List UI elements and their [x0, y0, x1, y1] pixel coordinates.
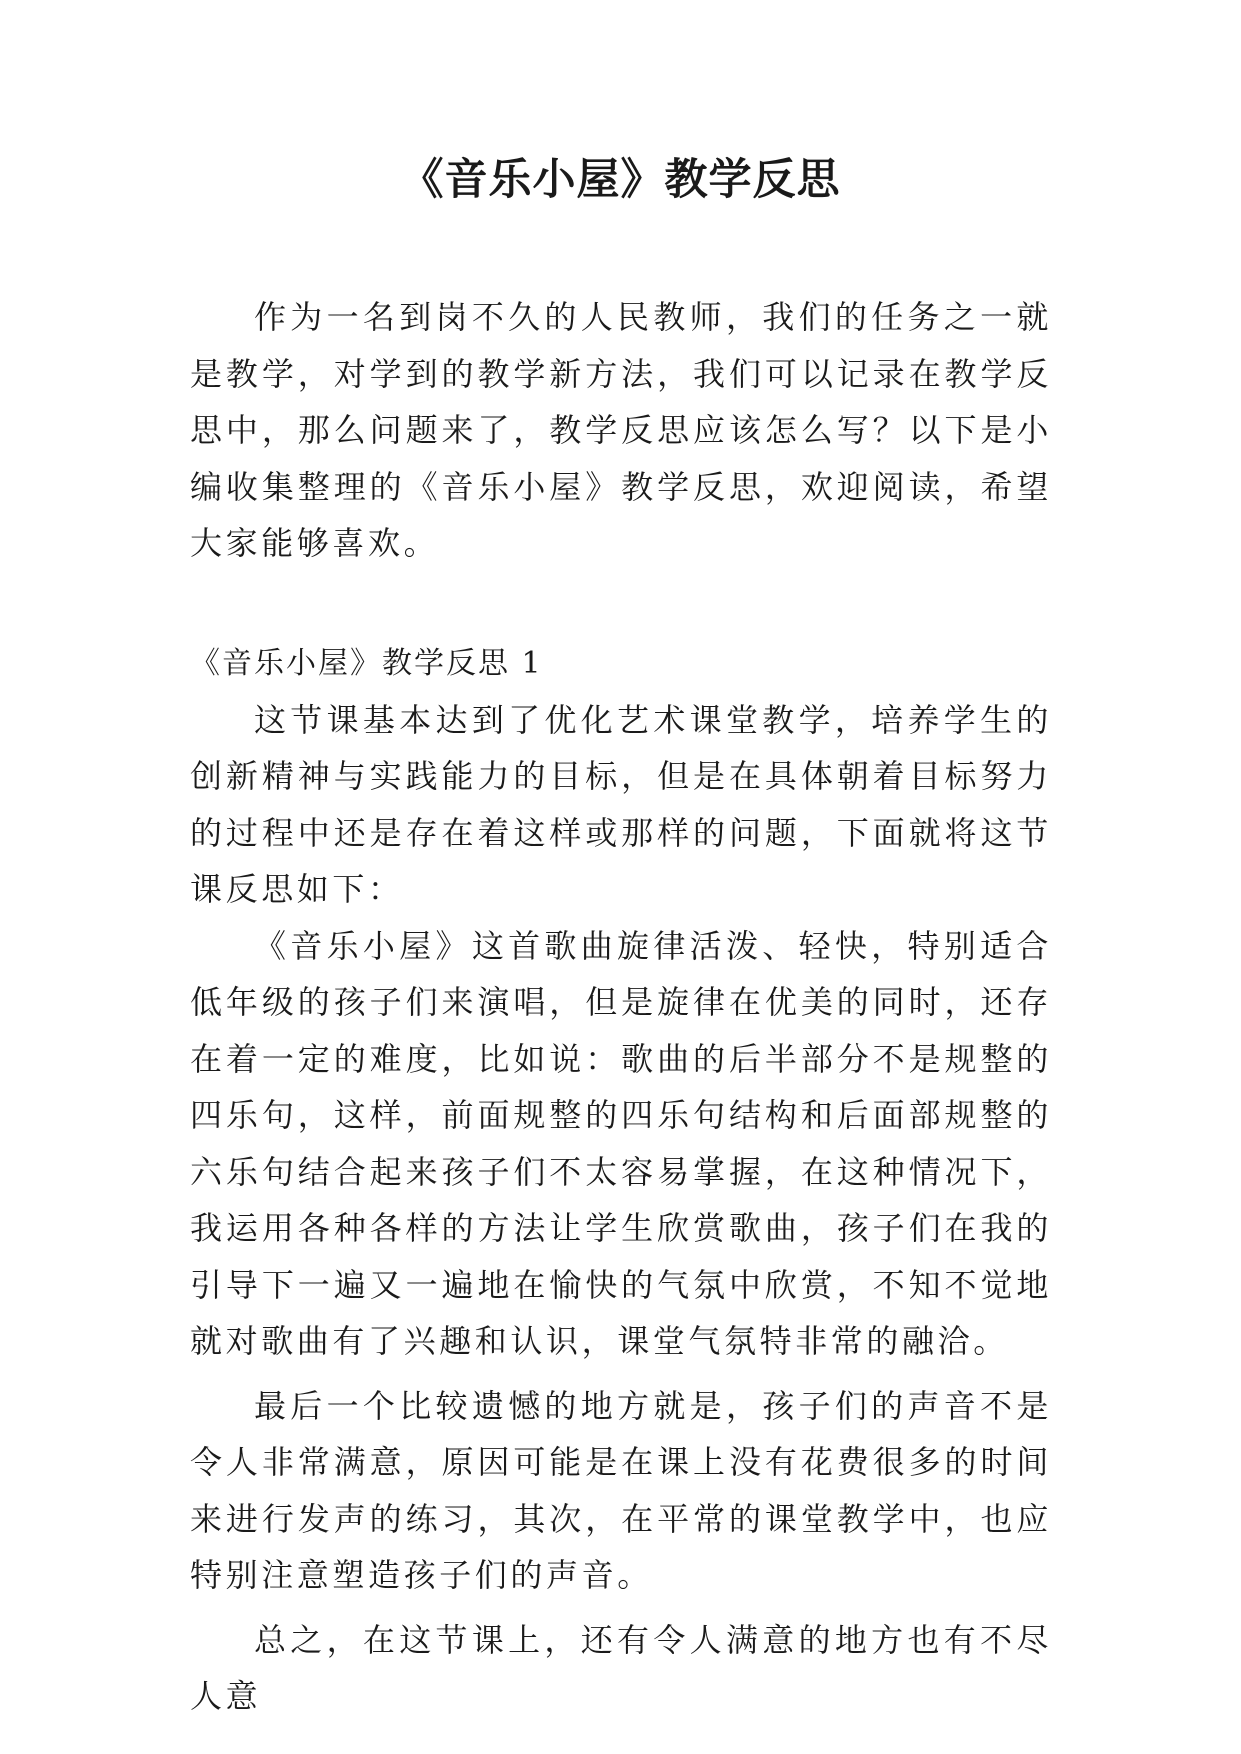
document-body — [190, 289, 1052, 1725]
intro-paragraph: 作为一名到岗不久的人民教师，我们的任务之一就是教学，对学到的教学新方法，我们可以记录在教学反思中，那么问题来了，教学反思应该怎么写？以下是小编收集整理的《音乐小屋》教学反思，欢迎阅读，希望大家能够喜欢。 — [190, 298, 1052, 562]
document-title: 《音乐小屋》教学反思 — [400, 155, 841, 205]
section-heading: 《音乐小屋》教学反思 1 — [190, 645, 543, 681]
body-paragraph: 这节课基本达到了优化艺术课堂教学，培养学生的创新精神与实践能力的目标，但是在具体朝着目标努力的过程中还是存在着这样或那样的问题，下面就将这节课反思如下： — [190, 700, 1052, 908]
body-paragraph: 最后一个比较遗憾的地方就是，孩子们的声音不是令人非常满意，原因可能是在课上没有花费很多的时间来进行发声的练习，其次，在平常的课堂教学中，也应特别注意塑造孩子们的声音。 — [190, 1386, 1052, 1594]
body-paragraph: 总之，在这节课上，还有令人满意的地方也有不尽人意 — [190, 1620, 1052, 1715]
body-paragraph: 《音乐小屋》这首歌曲旋律活泼、轻快，特别适合低年级的孩子们来演唱，但是旋律在优美的同时，还存在着一定的难度，比如说：歌曲的后半部分不是规整的四乐句，这样，前面规整的四乐句结构和后面部规整的六乐句结合起来孩子们不太容易掌握，在这种情况下，我运用各种各样的方法让学生欣赏歌曲，孩子们在我的引导下一遍又一遍地在愉快的气氛中欣赏，不知不觉地就对歌曲有了兴趣和认识，课堂气氛特非常的融洽。 — [190, 926, 1052, 1360]
